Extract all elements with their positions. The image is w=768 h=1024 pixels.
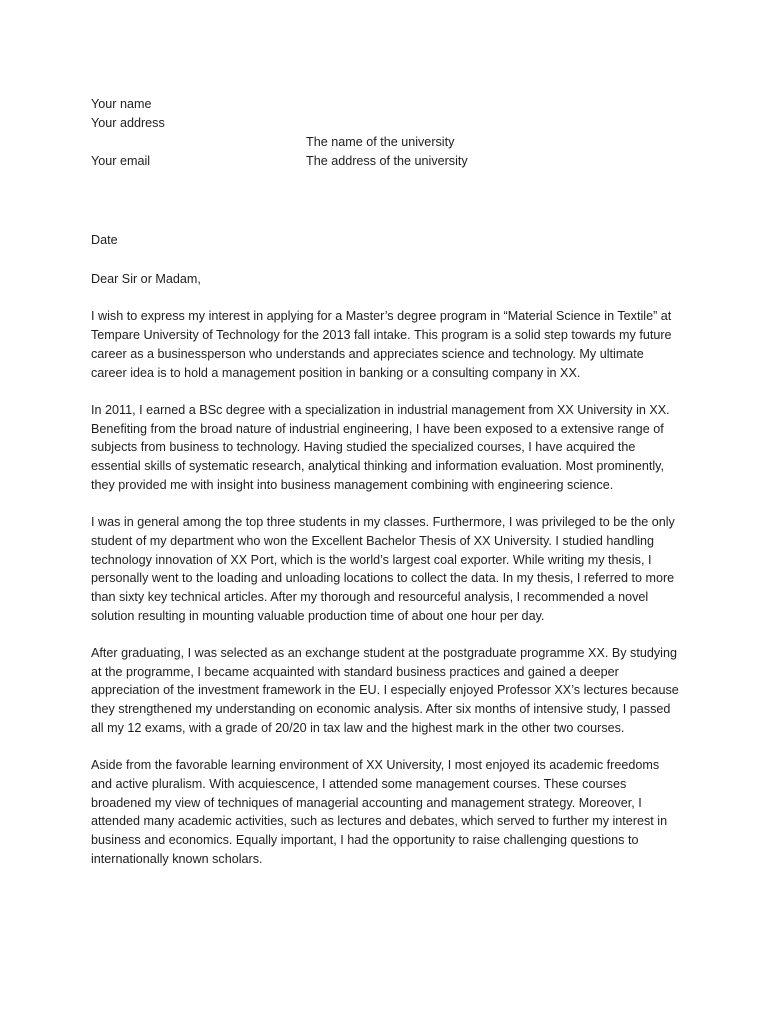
paragraph-line: attended many academic activities, such as lectures and debates, which served to further my interest in	[91, 814, 668, 829]
paragraph-line: all my 12 exams, with a grade of 20/20 in tax law and the highest mark in the other two courses.	[91, 720, 625, 735]
paragraph-line: broadened my view of techniques of managerial accounting and management strategy. Moreover, I	[91, 795, 642, 810]
paragraph-line: Benefiting from the broad nature of industrial engineering, I have been exposed to a extensive range of	[91, 421, 664, 436]
paragraph-4	[91, 644, 691, 738]
paragraph-line: and active pluralism. With acquiescence, I attended some management courses. These courses	[91, 776, 627, 791]
paragraph-line: than sixty key technical articles. After my thorough and resourceful analysis, I recommended a novel	[91, 589, 649, 604]
letter-date: Date	[91, 233, 118, 247]
salutation-text: Dear Sir or Madam,	[91, 272, 201, 286]
paragraph-line: personally went to the loading and unloading locations to collect the data. In my thesis, I referred to more	[91, 571, 675, 586]
sender-address: Your address	[91, 116, 165, 130]
paragraph-line: student of my department who won the Excellent Bachelor Thesis of XX University. I studied handling	[91, 533, 655, 548]
paragraph-line: solution resulting in mounting valuable production time of about one hour per day.	[91, 608, 545, 623]
paragraph-line: internationally known scholars.	[91, 851, 263, 866]
letter-body	[91, 270, 691, 887]
paragraph-line: essential skills of systematic research, analytical thinking and information evaluation. Most prominently,	[91, 459, 665, 473]
paragraph-5	[91, 756, 691, 868]
paragraph-1	[91, 307, 691, 382]
paragraph-line: they strengthened my understanding on economic analysis. After six months of intensive study, I passed	[91, 702, 671, 717]
paragraph-line: at the programme, I became acquainted with standard business practices and gained a deeper	[91, 664, 619, 679]
recipient-address: The address of the university	[306, 154, 468, 168]
sender-name: Your name	[91, 97, 152, 111]
paragraph-line: Tempare University of Technology for the 2013 fall intake. This program is a solid step towards my future	[91, 328, 672, 343]
paragraph-line: business and economics. Equally important, I had the opportunity to raise challenging questions to	[91, 833, 639, 848]
paragraph-line: career idea is to hold a management position in banking or a consulting company in XX.	[91, 365, 581, 380]
paragraph-line: technology innovation of XX Port, which is the world’s largest coal exporter. While writing my thesis, I	[91, 552, 652, 567]
paragraph-line: After graduating, I was selected as an exchange student at the postgraduate programme XX. By studying	[91, 646, 677, 660]
paragraph-line: appreciation of the investment framework in the EU. I especially enjoyed Professor XX’s lectures because	[91, 683, 679, 698]
paragraph-line: Aside from the favorable learning environment of XX University, I most enjoyed its academic freedoms	[91, 758, 660, 773]
paragraph-2	[91, 401, 691, 495]
recipient-name: The name of the university	[306, 135, 455, 149]
paragraph-3	[91, 513, 691, 625]
salutation	[91, 270, 691, 289]
paragraph-line: subjects from business to technology. Having studied the specialized courses, I have acquired the	[91, 440, 636, 455]
paragraph-line: I was in general among the top three students in my classes. Furthermore, I was privileged to be the only	[91, 515, 675, 530]
paragraph-line: they provided me with insight into business management combining with engineering science.	[91, 477, 614, 492]
paragraph-line: career as a businessperson who understands and appreciates science and technology. My ultimate	[91, 346, 644, 361]
paragraph-line: In 2011, I earned a BSc degree with a specialization in industrial management from XX University in XX.	[91, 402, 670, 417]
paragraph-line: I wish to express my interest in applying for a Master’s degree program in “Material Science in Textile” at	[91, 309, 672, 324]
sender-email: Your email	[91, 154, 151, 168]
